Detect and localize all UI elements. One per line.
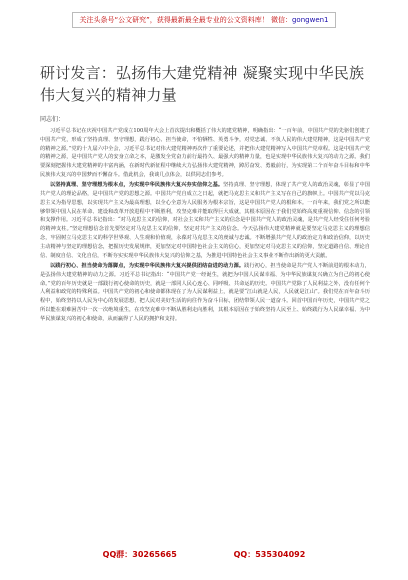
paragraph-text: 坚持真理、坚守理想，体现了共产党人的政治灵魂，彰显了中国共产党人的理论品格，是中国共产党的思想之源。中国共产党自成立之日起，就把马克思主义和共产主义写在自己的旗帜上。中国共产党以马克思主义为指导思想，以实现共产主义为最高理想，以全心全意为人民服务为根本宗旨，这是中国共产党人的根和本。一百年来，我们党之所以能够带领中国人民在革命、建设和改革开放进程中不断胜利，攻坚克难并能取得巨大成就，其根本原因在于我们党始终高度重视信仰、信念的引领和支撑作用。习近平总书记指出：“对马克思主义的信仰，对社会主义和共产主义的信念是中国共产党人的政治灵魂，是共产党人经受住任何考验的精神支柱。”坚定理想信念首先要坚定对马克思主义的信仰，坚定对共产主义的信念。今天弘扬伟大建党精神就是要坚定马克思主义的理想信念，牢固树立马克思主义的科学世界观、人生观和价值观，永葆对马克思主义的虔诚与忠诚。不断增强共产党人的政治定力和政治信仰，以历史主动精神与坚定的理想信念，把握历史发展规律，更加坚定对中国特色社会主义的信心，更加坚定对马克思主义的信仰，坚定道路自信、理论自信、制度自信、文化自信，不断夯实实现中华民族伟大复兴的信仰之基，为推进中国特色社会主义事业不断作出新的更大贡献。 xyxy=(40,182,370,259)
top-banner xyxy=(72,12,336,28)
salutation: 同志们： xyxy=(40,116,65,123)
paragraph-lead: 以践行初心、担当使命为落脚点，为实现中华民族伟大复兴提供团结奋进的动力源。 xyxy=(50,262,245,269)
banner-text: 关注头条号“公文研究”，获得最新最全最专业的公文资料库！ xyxy=(79,16,269,24)
document-title: 研讨发言：弘扬伟大建党精神 凝聚实现中华民族伟大复兴的精神力量 xyxy=(40,64,365,104)
paragraph xyxy=(40,181,370,260)
banner-wechat-label: 微信： xyxy=(270,16,292,24)
paragraph-text: 践行初心，担当使命是共产党人不断前进的根本动力，是弘扬伟大建党精神的动力之源。习近平总书记指出：“中国共产党一经诞生，就把为中国人民谋幸福、为中华民族谋复兴确立为自己的初心使命。”党的百年历史就是一部践行初心使命的历史，就是一部同人民心连心、同呼吸、共命运的历史。中国共产党除了人民利益之外，没有任何个人利益和政党的特殊利益。中国共产党的初心和使命都体现在了为人民谋利益上，就是要“江山就是人民，人民就是江山”。我们党在百年奋斗历程中，始终坚持以人民为中心的发展思想，把人民对美好生活的向往作为奋斗目标，团结带领人民一道奋斗。回首中国百年历史，中国共产党之所以能在艰难困苦中一次一次绝境重生，在攻坚克难中不断从胜利走向胜利，其根本原因在于始终坚持人民至上、始终践行为人民谋幸福、为中华民族谋复兴的初心和使命，从而赢得了人民的拥护和支持。 xyxy=(40,262,370,322)
paragraph xyxy=(40,127,370,180)
banner-wechat-link[interactable]: gongwen1 xyxy=(291,16,329,24)
footer-qq-group: QQ群：30265665 xyxy=(102,550,177,559)
paragraph-lead: 以坚持真理、坚守理想为根本点，为实现中华民族伟大复兴夯实信仰之基。 xyxy=(50,182,224,189)
document-body xyxy=(40,127,370,547)
paragraph-text: 习近平总书记在庆祝中国共产党成立100周年大会上首次提出和概括了伟大的建党精神，明确指出：“一百年前，中国共产党的先驱们创建了中国共产党，形成了坚持真理、坚守理想，践行初心、担当使命，不怕牺牲、英勇斗争，对党忠诚、不负人民的伟大建党精神，这是中国共产党的精神之源。”党的十九届六中全会，习近平总书记对伟大建党精神再次作了重要论述，并把伟大建党精神写入中国共产党章程。这是中国共产党的精神之源，是中国共产党人的安身立命之本，是激发全党奋力前行最持久、最强大的精神力量，也是实现中华民族伟大复兴的动力之源。我们要深刻把握伟大建党精神的丰富内涵，在新时代新征程中继续大力弘扬伟大建党精神，踔厉奋发、勇毅前行，为实现第二个百年奋斗目标和中华民族伟大复兴的中国梦而不懈奋斗。借此机会，我谈几点体会，以供同志们参考。 xyxy=(40,128,370,178)
footer xyxy=(0,549,408,560)
paragraph xyxy=(40,262,370,324)
footer-qq: QQ：535304092 xyxy=(233,550,306,559)
